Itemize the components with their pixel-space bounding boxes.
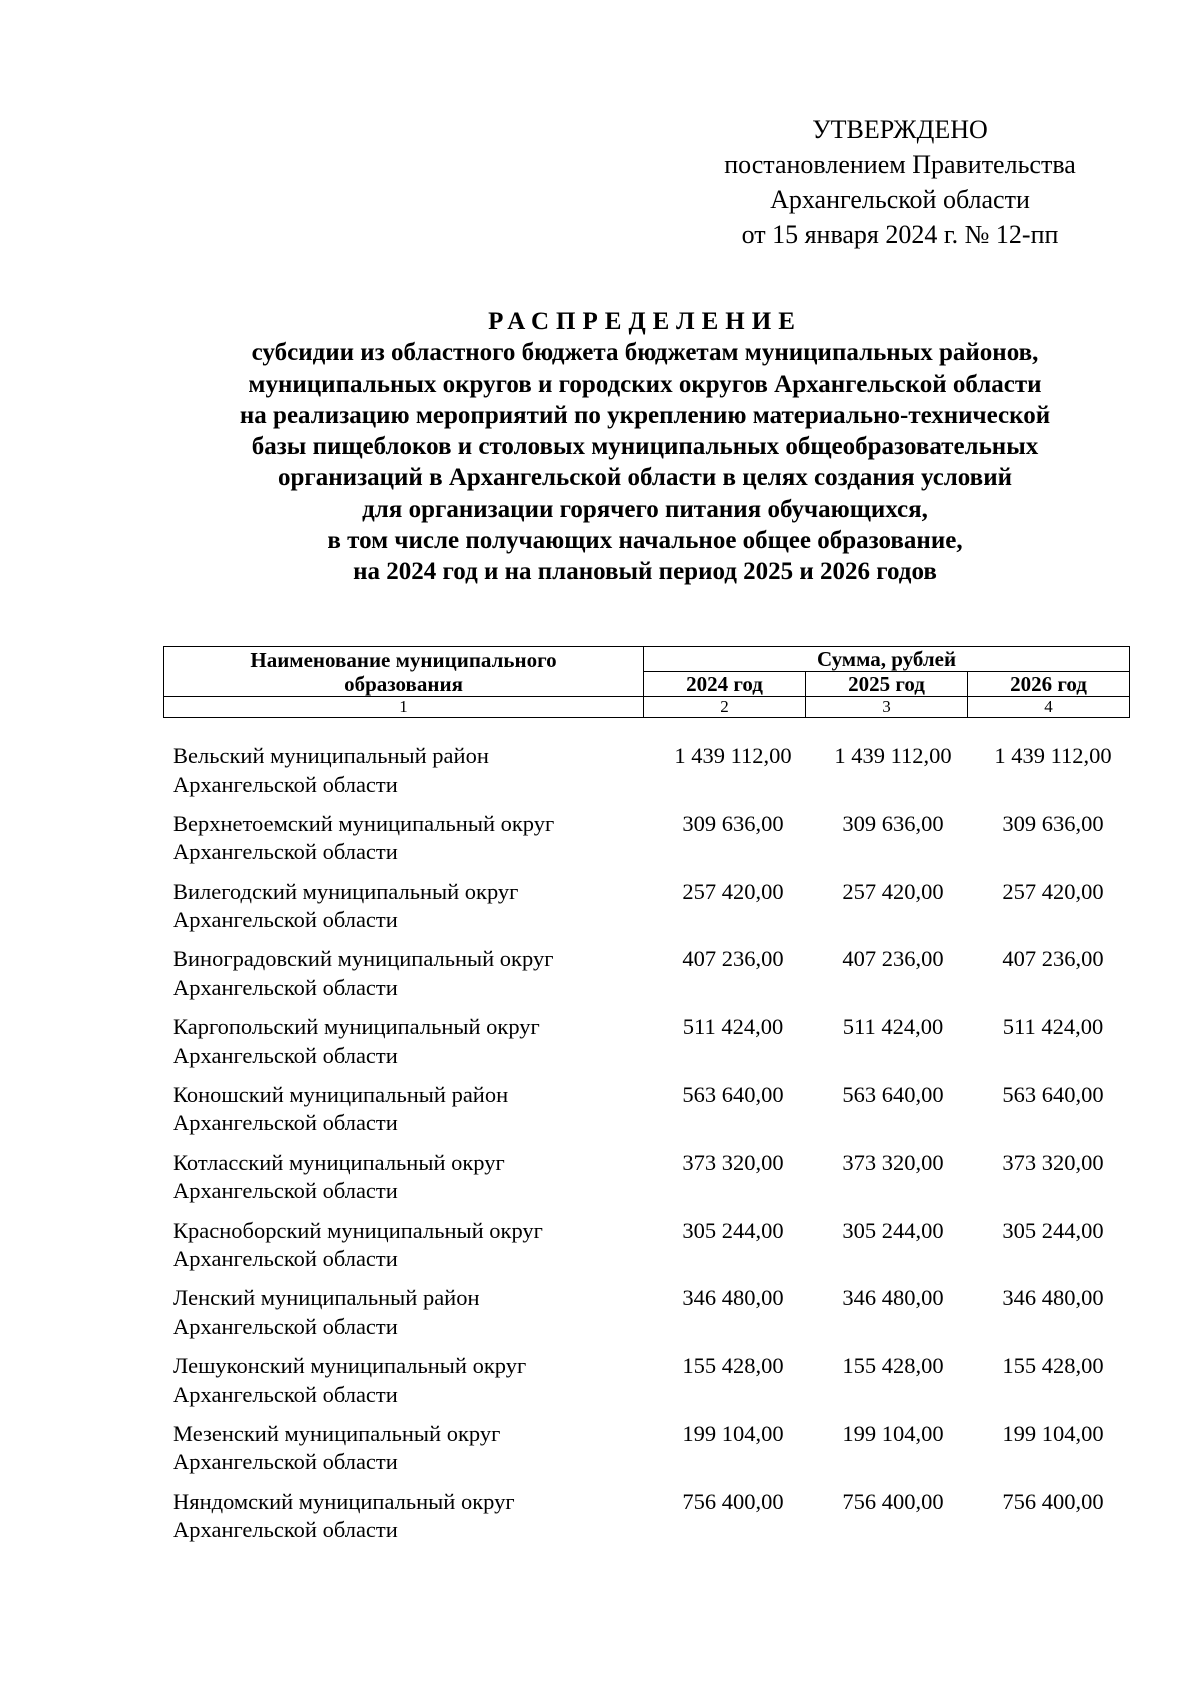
municipality-name-line: Архангельской области [173,1313,398,1339]
table-body [163,742,1129,1556]
municipality-name-line: Мезенский муниципальный округ [173,1420,501,1446]
amount-2025: 563 640,00 [842,1081,944,1107]
municipality-name [173,1217,633,1274]
municipality-name-line: Лешуконский муниципальный округ [173,1353,527,1379]
municipality-name [173,1149,633,1206]
municipality-name-line: Архангельской области [173,1178,398,1204]
table-row [163,1217,1129,1285]
column-number: 1 [164,697,644,718]
table-row [163,1420,1129,1488]
amount-2025: 511 424,00 [842,1014,944,1040]
municipality-name-line: Архангельской области [173,1246,398,1272]
amount-2024: 511 424,00 [682,1014,784,1040]
amount-2024: 309 636,00 [682,810,784,836]
amount-2024: 257 420,00 [682,878,784,904]
amount-2025: 373 320,00 [842,1149,944,1175]
amount-2026: 305 244,00 [1002,1217,1104,1243]
table-row [163,1284,1129,1352]
table-row [163,1352,1129,1420]
amount-2025: 346 480,00 [842,1285,944,1311]
title-line: субсидии из областного бюджета бюджетам муниципальных районов, [251,339,1039,367]
title-line: базы пищеблоков и столовых муниципальных общеобразовательных [251,433,1039,461]
amount-2026: 373 320,00 [1002,1149,1104,1175]
municipality-name-line: Архангельской области [173,839,398,865]
amount-2024: 407 236,00 [682,946,784,972]
table-row [163,742,1129,810]
municipality-name [173,1420,633,1477]
municipality-name-line: Каргопольский муниципальный округ [173,1014,540,1040]
amount-2026: 1 439 112,00 [994,743,1112,768]
municipality-name-line: Архангельской области [173,974,398,1000]
column-number: 2 [644,697,806,718]
amount-2025: 155 428,00 [842,1353,944,1379]
municipality-name-line: Архангельской области [173,1449,398,1475]
municipality-name [173,1352,633,1409]
title-line: для организации горячего питания обучающихся, [362,495,928,523]
amount-2026: 155 428,00 [1002,1353,1104,1379]
title-line: муниципальных округов и городских округов Архангельской области [248,370,1042,398]
amount-2024: 305 244,00 [682,1217,784,1243]
municipality-name [173,742,633,799]
amount-2025: 257 420,00 [842,878,944,904]
municipality-name-line: Виноградовский муниципальный округ [173,946,554,972]
amount-2024: 199 104,00 [682,1420,784,1446]
municipality-name-line: Коношский муниципальный район [173,1081,509,1107]
amount-2026: 257 420,00 [1002,878,1104,904]
municipality-name [173,810,633,867]
municipality-name-line: Архангельской области [173,1381,398,1407]
approval-region: Архангельской области [770,185,1030,214]
title-line: на реализацию мероприятий по укреплению материально-технической [239,401,1051,429]
approval-title: УТВЕРЖДЕНО [812,115,988,144]
title-heading: РАСПРЕДЕЛЕНИЕ [488,308,802,335]
column-number: 4 [968,697,1130,718]
municipality-name [173,1284,633,1341]
amount-2024: 756 400,00 [682,1488,784,1514]
table-row [163,945,1129,1013]
amount-2024: 373 320,00 [682,1149,784,1175]
municipality-name [173,1081,633,1138]
amount-2024: 1 439 112,00 [674,743,792,768]
title-line: организаций в Архангельской области в целях создания условий [278,464,1012,492]
approval-authority: постановлением Правительства [724,150,1076,179]
column-header-year-2025: 2025 год [806,672,968,697]
municipality-name-line: Архангельской области [173,1517,398,1543]
amount-2025: 309 636,00 [842,810,944,836]
amount-2026: 199 104,00 [1002,1420,1104,1446]
table-row [163,1081,1129,1149]
amount-2025: 305 244,00 [842,1217,944,1243]
amount-2025: 407 236,00 [842,946,944,972]
amount-2025: 1 439 112,00 [834,743,952,768]
table-row [163,878,1129,946]
column-header-year-2024: 2024 год [644,672,806,697]
amount-2026: 346 480,00 [1002,1285,1104,1311]
municipality-name-line: Верхнетоемский муниципальный округ [173,810,555,836]
column-header-name-line1: Наименование муниципального [250,647,557,672]
municipality-name-line: Архангельской области [173,1110,398,1136]
amount-2026: 407 236,00 [1002,946,1104,972]
column-header-year-2026: 2026 год [968,672,1130,697]
title-line: в том числе получающих начальное общее образование, [327,527,963,555]
municipality-name-line: Вельский муниципальный район [173,743,489,768]
municipality-name-line: Архангельской области [173,907,398,933]
amount-2024: 346 480,00 [682,1285,784,1311]
table-row [163,1149,1129,1217]
column-number: 3 [806,697,968,718]
amount-2025: 756 400,00 [842,1488,944,1514]
column-header-name-line2: образования [344,671,463,696]
amount-2026: 563 640,00 [1002,1081,1104,1107]
municipality-name-line: Няндомский муниципальный округ [173,1488,515,1514]
table-row [163,1013,1129,1081]
municipality-name-line: Архангельской области [173,771,398,797]
municipality-name-line: Котласский муниципальный округ [173,1149,505,1175]
approval-date-number: от 15 января 2024 г. № 12-пп [741,220,1059,249]
amount-2026: 309 636,00 [1002,810,1104,836]
amount-2026: 756 400,00 [1002,1488,1104,1514]
municipality-name [173,1488,633,1545]
municipality-name [173,945,633,1002]
table-header [163,646,1130,718]
municipality-name-line: Вилегодский муниципальный округ [173,878,519,904]
municipality-name [173,878,633,935]
column-header-name [164,647,644,697]
amount-2024: 563 640,00 [682,1081,784,1107]
municipality-name-line: Архангельской области [173,1042,398,1068]
column-header-sum: Сумма, рублей [644,647,1130,672]
amount-2025: 199 104,00 [842,1420,944,1446]
title-line: на 2024 год и на плановый период 2025 и 2026 годов [353,558,937,586]
amount-2024: 155 428,00 [682,1353,784,1379]
municipality-name [173,1013,633,1070]
approval-stamp [690,112,1110,252]
document-title [150,306,1140,588]
table-row [163,810,1129,878]
table-row [163,1488,1129,1556]
amount-2026: 511 424,00 [1002,1014,1104,1040]
municipality-name-line: Красноборский муниципальный округ [173,1217,543,1243]
municipality-name-line: Ленский муниципальный район [173,1285,480,1311]
